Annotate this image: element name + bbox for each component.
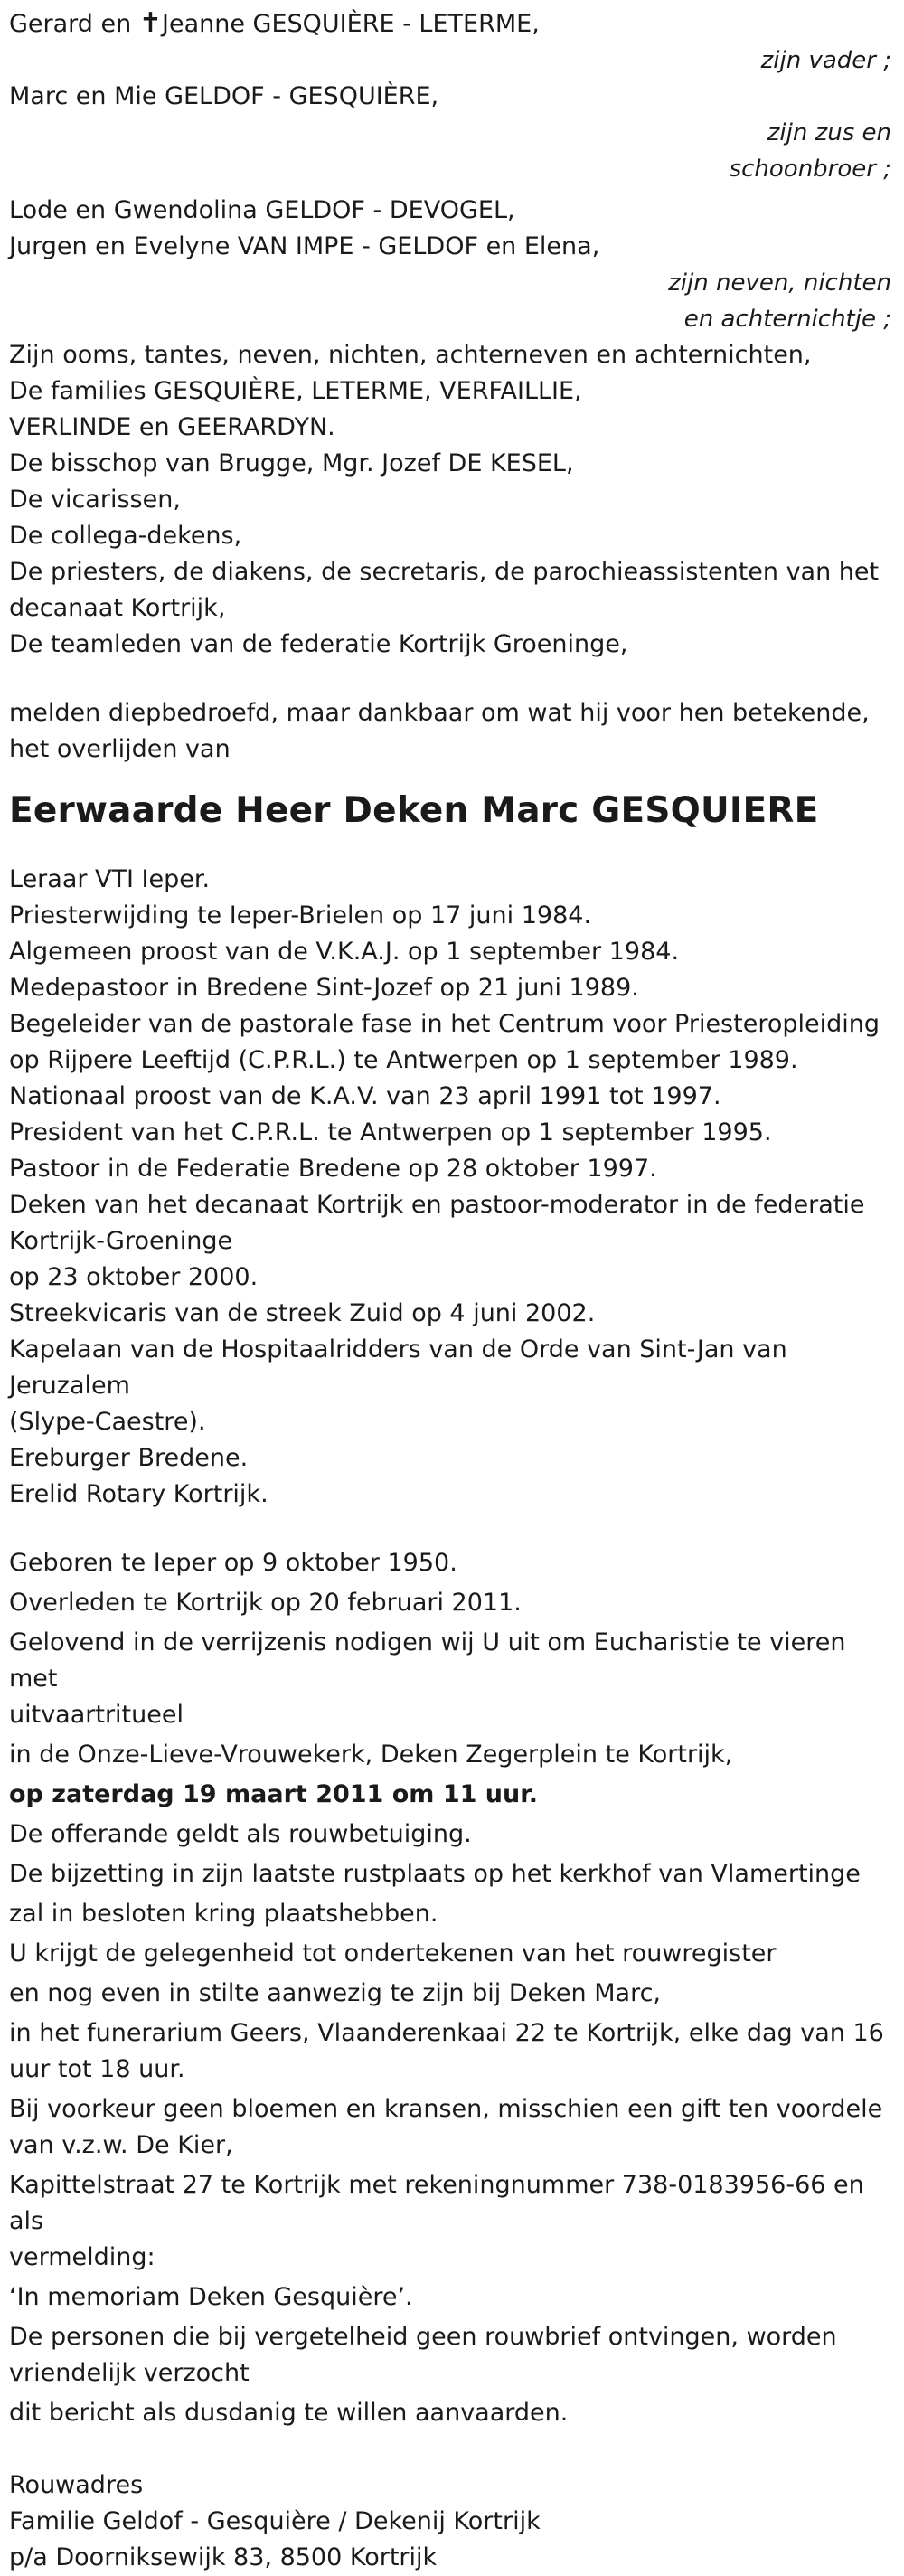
sister-names: Marc en Mie GELDOF - GESQUIÈRE, [9,82,439,110]
career-line: Kapelaan van de Hospitaalridders van de Orde van Sint-Jan van Jeruzalem [9,1335,787,1400]
detail-paragraph [9,2167,895,2276]
career-line: Begeleider van de pastorale fase in het Centrum voor Priesteropleiding [9,1010,880,1038]
nephew-names: Jurgen en Evelyne VAN IMPE - GELDOF en Elena, [9,232,600,260]
detail-line: De bijzetting in zijn laatste rustplaats op het kerkhof van Vlamertinge [9,1860,861,1888]
nephew-names: Lode en Gwendolina GELDOF - DEVOGEL, [9,196,515,224]
detail-line: vermelding: [9,2243,155,2271]
announcement-line: melden diepbedroefd, maar dankbaar om wat hij voor hen betekende, [9,699,870,727]
detail-line: van v.z.w. De Kier, [9,2131,233,2159]
career-line: Leraar VTI Ieper. [9,865,211,893]
career-line: Streekvicaris van de streek Zuid op 4 juni 2002. [9,1299,596,1327]
detail-paragraph [9,2279,895,2316]
detail-paragraph [9,1816,895,1853]
career-line: President van het C.P.R.L. te Antwerpen op 1 september 1995. [9,1118,772,1146]
sister-relation-line: zijn zus en [767,119,891,146]
career-list [9,862,895,1513]
career-line: Pastoor in de Federatie Bredene op 28 oktober 1997. [9,1155,657,1183]
family-parents [9,5,895,79]
detail-line: U krijgt de gelegenheid tot ondertekenen van het rouwregister [9,1939,777,1967]
family-sister [9,79,895,187]
cross-icon: ✝ [138,7,162,39]
detail-line: op zaterdag 19 maart 2011 om 11 uur. [9,1780,538,1808]
address-line: p/a Doorniksewijk 83, 8500 Kortrijk [9,2543,438,2571]
sister-relation-line: schoonbroer ; [729,156,891,183]
detail-paragraph [9,1585,895,1621]
nephews-relation-line: zijn neven, nichten [668,269,891,297]
career-line: Medepastoor in Bredene Sint-Jozef op 21 juni 1989. [9,974,639,1002]
family-other-line: De vicarissen, [9,486,181,514]
announcement [9,695,895,768]
detail-line: zal in besloten kring plaatshebben. [9,1900,438,1928]
detail-line: uur tot 18 uur. [9,2055,185,2083]
detail-line: Gelovend in de verrijzenis nodigen wij U uit om Eucharistie te vieren met [9,1628,846,1693]
detail-line: De personen die bij vergetelheid geen rouwbrief ontvingen, worden [9,2323,837,2351]
family-block [9,0,895,663]
career-line: (Slype-Caestre). [9,1408,206,1436]
parents-names: Jeanne GESQUIÈRE - LETERME, [162,10,540,38]
address-heading: Rouwadres [9,2471,144,2499]
family-other-line: De bisschop van Brugge, Mgr. Jozef DE KESEL, [9,449,574,477]
detail-line: in de Onze-Lieve-Vrouwekerk, Deken Zegerplein te Kortrijk, [9,1741,733,1769]
address-line: Familie Geldof - Gesquière / Dekenij Kortrijk [9,2507,541,2535]
family-other-line: De collega-dekens, [9,522,242,550]
nephews-relation-line: en achternichtje ; [683,306,891,333]
detail-paragraph [9,2015,895,2088]
detail-line: dit bericht als dusdanig te willen aanvaarden. [9,2399,569,2427]
detail-line: ‘In memoriam Deken Gesquière’. [9,2283,413,2311]
family-nephews [9,193,895,337]
detail-line: Kapittelstraat 27 te Kortrijk met rekeningnummer 738-0183956-66 en als [9,2171,864,2235]
career-line: Erelid Rotary Kortrijk. [9,1480,268,1508]
parents-relation: zijn vader ; [760,47,891,74]
detail-paragraph [9,2395,895,2431]
career-line: Algemeen proost van de V.K.A.J. op 1 september 1984. [9,938,680,966]
detail-line: in het funerarium Geers, Vlaanderenkaai 22 te Kortrijk, elke dag van 16 [9,2019,884,2047]
detail-line: Overleden te Kortrijk op 20 februari 2011. [9,1589,522,1617]
family-other-line: De families GESQUIÈRE, LETERME, VERFAILLIE, [9,377,582,405]
detail-paragraph [9,1625,895,1733]
career-line: Deken van het decanaat Kortrijk en pastoor-moderator in de federatie [9,1191,865,1219]
detail-paragraph [9,1777,895,1813]
career-line: Ereburger Bredene. [9,1444,249,1472]
detail-paragraph [9,2091,895,2164]
funeral-details [9,1545,895,2431]
detail-paragraph [9,1896,895,1932]
career-line: op 23 oktober 2000. [9,1263,259,1291]
detail-paragraph [9,2319,895,2392]
career-line: Nationaal proost van de K.A.V. van 23 april 1991 tot 1997. [9,1082,721,1110]
detail-paragraph [9,1545,895,1581]
career-line: op Rijpere Leeftijd (C.P.R.L.) te Antwerpen op 1 september 1989. [9,1046,798,1074]
deceased-name: Eerwaarde Heer Deken Marc GESQUIERE [9,790,819,831]
detail-line: Bij voorkeur geen bloemen en kransen, misschien een gift ten voordele [9,2095,883,2123]
detail-paragraph [9,1737,895,1773]
career-line: Priesterwijding te Ieper-Brielen op 17 juni 1984. [9,901,592,929]
detail-paragraph [9,1936,895,1972]
announcement-line: het overlijden van [9,735,231,763]
career-line: Kortrijk-Groeninge [9,1227,233,1255]
family-other-line: Zijn ooms, tantes, neven, nichten, achterneven en achternichten, [9,341,812,369]
family-other-line: decanaat Kortrijk, [9,594,226,622]
detail-line: en nog even in stilte aanwezig te zijn bij Deken Marc, [9,1979,662,2007]
family-other-line: De teamleden van de federatie Kortrijk Groeninge, [9,630,628,658]
detail-paragraph [9,1976,895,2012]
detail-line: uitvaartrituee​l [9,1701,184,1729]
family-other-line: De priesters, de diakens, de secretaris, de parochieassistenten van het [9,558,880,586]
family-others [9,337,895,663]
parents-first-name: Gerard en [9,10,132,38]
family-other-line: VERLINDE en GEERARDYN. [9,413,335,441]
mourning-address [9,2467,895,2576]
detail-paragraph [9,1856,895,1892]
detail-line: vriendelijk verzocht [9,2359,250,2387]
detail-line: De offerande geldt als rouwbetuiging. [9,1820,472,1848]
detail-line: Geboren te Ieper op 9 oktober 1950. [9,1549,457,1577]
